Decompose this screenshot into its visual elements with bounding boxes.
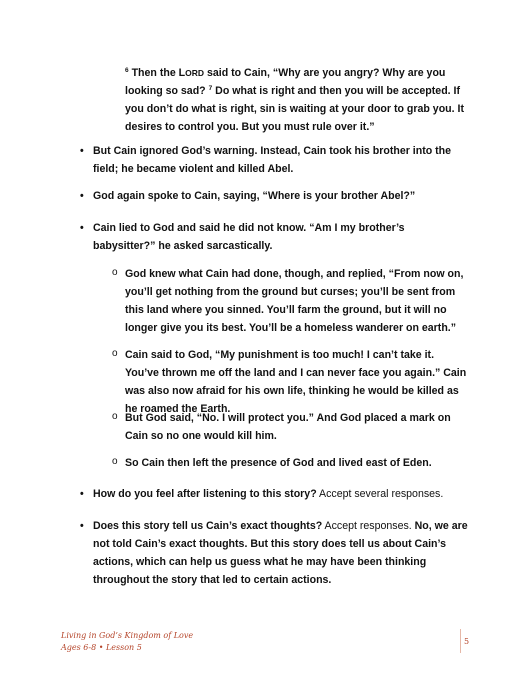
bullet-marker: • [80,488,84,500]
answer-text: No, we are not told Cain’s exact thoughts. But this story does tell us about Cain’s actions, which can help us guess what he may have been thinking throughout the story that led to certain actions. [93,520,468,586]
lord-smallcaps: LORD [178,67,205,79]
page-number: 5 [464,637,470,646]
footer-title: Living in God’s Kingdom of Love [61,631,194,640]
footer [61,630,193,654]
footer-lesson: Ages 6-8 • Lesson 5 [61,643,142,652]
sub-bullet-marker: o [112,456,118,467]
sub-bullet-marker: o [112,411,118,422]
bullet-marker: • [80,145,84,157]
verse-number: 6 [125,67,129,74]
question-text: Does this story tell us Cain’s exact thoughts? [93,520,323,532]
teacher-note: Accept responses. [322,520,412,532]
sub-bullet-marker: o [112,267,118,278]
question-text: How do you feel after listening to this story? [93,488,317,500]
sub-bullet-marker: o [112,348,118,359]
verse-number: 7 [208,85,213,92]
footer-divider [460,629,461,653]
teacher-note: Accept several responses. [316,488,444,500]
bullet-marker: • [80,520,84,532]
scripture-quote: $^6$ Then the LORD said to Cain, “Why are you angry? Why are you looking so sad? $^7$ Do what is right and then you will be accepted. If you don’t do what is right, sin is waiting at your door to grab you. It desires to control you. But you must rule over it.” [125,67,464,133]
bullet-marker: • [80,222,84,234]
bullet-marker: • [80,190,84,202]
